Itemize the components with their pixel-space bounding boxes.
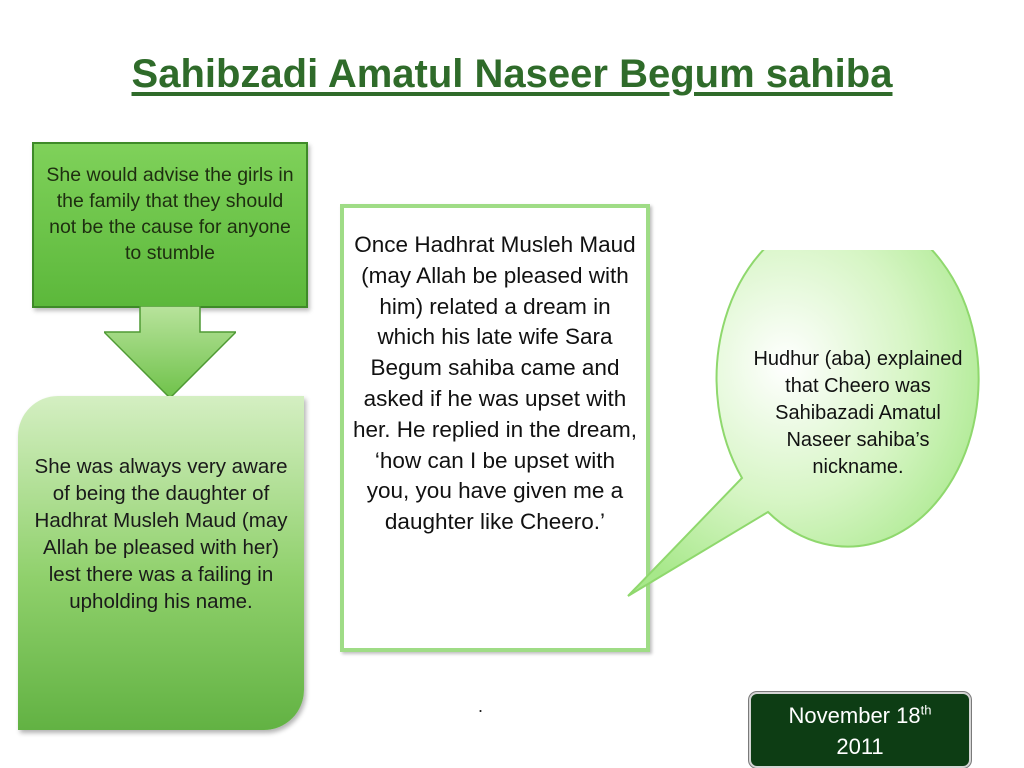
date-year: 2011	[836, 734, 884, 759]
date-month-day: November 18	[788, 703, 921, 728]
stray-dot: .	[478, 696, 484, 716]
slide-title: Sahibzadi Amatul Naseer Begum sahiba	[131, 52, 893, 96]
advice-box: She would advise the girls in the family that they should not be the cause for anyone to stumble	[32, 142, 308, 308]
dream-box: Once Hadhrat Musleh Maud (may Allah be pleased with him) related a dream in which his late wife Sara Begum sahiba came and asked if he was upset with her. He replied in the dream, ‘how can I be upset with you, you have given me a daughter like Cheero.’	[340, 204, 650, 652]
date-badge	[749, 692, 971, 768]
down-arrow-icon	[104, 306, 236, 398]
awareness-box: She was always very aware of being the daughter of Hadhrat Musleh Maud (may Allah be pleased with her) lest there was a failing in upholding his name.	[18, 396, 304, 730]
date-ordinal-suffix: th	[920, 702, 932, 718]
callout-text: Hudhur (aba) explained that Cheero was Sahibazadi Amatul Naseer sahiba’s nickname.	[753, 348, 963, 478]
